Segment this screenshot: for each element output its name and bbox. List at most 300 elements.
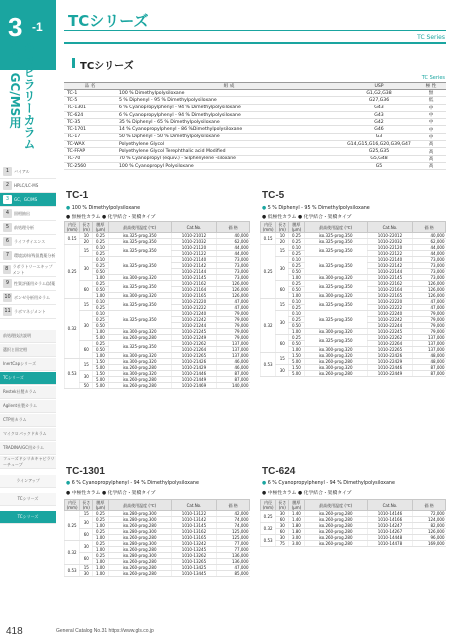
chapter-nav-item[interactable] [0,165,56,179]
table-cell: 1010-22449 [367,371,413,377]
table-cell: 0.50 [289,341,304,347]
table-cell: iso.260-prog.280 [108,335,171,341]
product-header: 最高使用温度 (℃) [304,222,367,233]
sub-nav-item[interactable]: 選択と固定相 [0,344,56,357]
table-cell: 1.00 [93,559,108,565]
rail-bottom-item[interactable]: ラインアップ [0,475,56,488]
table-cell: iso.325-prog.350 [108,281,171,293]
table-cell: 44,000 [413,251,446,257]
chapter-nav-item[interactable] [0,221,56,235]
table-cell: iso.300-prog.320 [304,347,367,353]
table-cell: G5,G48 [342,155,416,162]
table-cell: 100 % Cyanopropyl Polysiloxane [116,162,342,169]
table-cell: 137,000 [413,341,446,347]
chapter-vertical-col-2: キャピラリーカラム [22,42,36,150]
table-cell: 低 [416,97,446,104]
table-cell: iso.260-prog.280 [304,535,367,541]
chapter-nav-label: ライフサイエンス [14,238,46,244]
table-cell: 1010-14166 [367,517,413,523]
table-cell: 70 % Cyanopropyl (equiv.) - Silphenylene -siloxane [116,155,342,162]
table-cell: 1.00 [289,347,304,353]
table-cell: G43 [342,104,416,111]
table-cell: 0.25 [261,511,276,523]
table-cell: 0.25 [93,281,108,287]
table-cell: 60 [276,529,289,535]
table-cell: 1010-21012 [171,233,217,239]
table-cell: 73,000 [413,269,446,275]
table-cell: 15 [80,565,93,571]
table-cell: 1010-22164 [367,287,413,293]
table-cell: 0.53 [65,359,80,389]
table-cell: 77,000 [217,547,250,553]
table-cell: G46 [342,126,416,133]
table-cell: 1010-21240 [171,311,217,317]
table-cell: 79,000 [413,329,446,335]
table-cell: 1010-21265 [171,353,217,359]
table-cell: 73,000 [217,263,250,269]
table-cell: 1010-22140 [367,257,413,263]
table-cell: 0.50 [289,287,304,293]
table-row [64,141,446,148]
product-desc1-tc-1: ● 100 % Dimethylpolysiloxane [66,206,141,211]
table-cell: 0.32 [65,541,80,565]
section-marker [72,58,75,68]
table-cell: 30 [276,535,289,541]
table-cell: 1010-22264 [367,341,413,347]
table-cell: iso.325-prog.350 [304,281,367,293]
table-row [64,97,446,104]
sub-nav-item[interactable]: マイクロパックドカラム [0,428,56,441]
table-row [64,111,446,118]
table-cell: iso.260-prog.280 [108,559,171,565]
table-cell: 85,000 [217,571,250,577]
rail-bottom-item[interactable]: TCシリーズ [0,511,56,524]
table-cell: iso.260-prog.280 [108,535,171,541]
composition-header: 品 名 [64,83,116,90]
product-title-tc-1301: TC-1301 [66,466,105,477]
table-cell: iso.260-prog.280 [304,371,367,377]
table-cell: 1010-13122 [171,511,217,517]
table-cell: 0.50 [289,323,304,329]
table-cell: 0.25 [289,305,304,311]
product-title-tc-1: TC-1 [66,190,89,201]
table-cell: 1.50 [289,353,304,359]
sub-nav-item[interactable]: InertCapシリーズ [0,358,56,371]
table-cell: 0.50 [289,269,304,275]
table-cell: 1010-21245 [171,329,217,335]
table-cell: 1010-22144 [367,269,413,275]
chapter-nav-label: 前処理分析 [14,224,34,230]
table-cell: iso.300-prog.320 [304,353,367,359]
table-cell: 30 [80,571,93,577]
composition-header: USP [342,83,416,90]
table-cell: 73,000 [413,275,446,281]
table-cell: 1010-22240 [367,311,413,317]
table-cell: 高 [416,155,446,162]
table-cell: 中 [416,126,446,133]
table-cell: 1.80 [289,523,304,529]
chapter-nav-item[interactable] [0,305,56,319]
table-cell: 0.32 [261,299,276,353]
table-cell: 0.25 [93,239,108,245]
table-cell: 中 [416,133,446,140]
table-cell: iso.260-prog.280 [108,377,171,383]
table-cell: 1010-14478 [367,541,413,547]
table-cell: 1.00 [93,571,108,577]
table-cell: 5.00 [93,335,108,341]
table-cell: 79,000 [217,323,250,329]
table-row [65,383,250,389]
table-cell: 5.00 [93,365,108,371]
table-cell: 82,000 [413,523,446,529]
table-cell: iso.260-prog.280 [108,383,171,389]
table-cell: 79,000 [413,317,446,323]
table-row [64,133,446,140]
chapter-nav-item[interactable] [0,291,56,305]
chapter-nav-label: ラボマネジメント [14,308,46,314]
table-cell: 48,000 [413,359,446,365]
table-cell: iso.280-prog.300 [108,541,171,547]
table-cell: 1010-13142 [171,517,217,523]
table-cell: Polyethylene Glycol Terephthalic acid Modified [116,148,342,155]
table-cell: 0.10 [93,245,108,251]
product-header: 長さ(m) [276,500,289,511]
table-cell: 0.25 [93,517,108,523]
chapter-nav-number: 4 [3,209,12,218]
table-cell: 1010-13262 [171,553,217,559]
table-cell: 0.25 [289,335,304,341]
chapter-nav-item[interactable] [0,193,56,207]
table-cell: 1.00 [93,329,108,335]
table-cell: 1010-21249 [171,335,217,341]
product-table-tc-624 [260,499,446,547]
table-cell: 中 [416,111,446,118]
table-cell: iso.260-prog.280 [108,547,171,553]
table-cell: 1010-21122 [171,251,217,257]
table-cell: 140,000 [217,383,250,389]
table-cell: 126,000 [413,287,446,293]
table-cell: 1010-22245 [367,329,413,335]
table-cell: 1010-13145 [171,523,217,529]
table-cell: 10 [80,233,93,239]
table-cell: iso.260-prog.280 [304,529,367,535]
table-cell: G5 [342,162,416,169]
table-cell: G14,G15,G16,G20,G39,G47 [342,141,416,148]
table-cell: G25,G35 [342,148,416,155]
table-cell: TC-5 [64,97,116,104]
sub-nav-item[interactable]: フューズドシリカキャピラリーチューブ [0,456,56,469]
product-title-tc-624: TC-624 [262,466,296,477]
table-cell: 1.00 [289,329,304,335]
table-cell: 96,000 [413,535,446,541]
table-row [64,126,446,133]
table-cell: 1010-21144 [171,269,217,275]
table-row [65,571,250,577]
product-desc1-tc-1301: ● 6 % Cyanopropylphenyl - 94 % Dimethylpolysiloxane [66,481,199,486]
table-cell: 40,000 [413,233,446,239]
product-desc2-tc-5: ● 低極性カラム ● 化学結合・架橋タイプ [262,215,352,220]
table-cell: 1010-22242 [367,317,413,323]
table-cell: 50 % Diphenyl - 50 % Dimethylpolysiloxane [116,133,342,140]
chapter-nav-item[interactable] [0,235,56,249]
chapter-nav-label: ボンゼ分析用カラム [14,294,50,300]
sub-nav-item[interactable]: Agilent社製カラム [0,400,56,413]
table-cell: 1010-22142 [367,263,413,269]
chapter-nav-label: ラボラトリーエキップメント [12,263,53,275]
table-row [64,119,446,126]
table-cell: 3.00 [289,541,304,547]
table-cell: 1010-21120 [171,245,217,251]
table-cell: 44,000 [217,245,250,251]
table-cell: 5.00 [289,359,304,365]
page-number: 418 [6,626,23,637]
table-cell: 73,000 [217,275,250,281]
table-cell: 1010-22165 [367,293,413,299]
table-cell: 126,000 [217,287,250,293]
table-cell: 5.00 [289,371,304,377]
table-cell: 40,000 [217,233,250,239]
chapter-nav-label: 性質評価用カラム/試薬 [14,280,56,286]
table-cell: TC-1301 [64,104,116,111]
chapter-rail [0,0,56,644]
table-cell: 1.40 [289,517,304,523]
table-cell: TC-35 [64,119,116,126]
table-cell: 30 [80,541,93,553]
table-cell: iso.280-prog.300 [108,529,171,535]
product-header: 価 格 [217,500,250,511]
table-cell: G27,G36 [342,97,416,104]
chapter-nav-item[interactable] [0,249,56,263]
table-cell: 62,000 [217,239,250,245]
table-cell: 5.00 [93,377,108,383]
table-cell: iso.260-prog.280 [304,523,367,529]
table-cell: 0.25 [289,281,304,287]
table-cell: 1.50 [93,359,108,365]
table-cell: 無 [416,90,446,97]
table-cell: 高 [416,148,446,155]
rail-bottom-item[interactable]: TCシリーズ [0,493,56,506]
table-cell: 0.25 [289,239,304,245]
table-cell: 60 [276,517,289,523]
table-cell: 20 [276,239,289,245]
table-cell: 1010-22244 [367,323,413,329]
table-cell: 124,000 [413,517,446,523]
table-cell: 125,000 [217,535,250,541]
rail-bottom-nav [0,475,56,529]
table-cell: iso.325-prog.350 [304,233,367,239]
table-cell: iso.280-prog.300 [108,511,171,517]
table-cell: 15 [80,359,93,371]
table-cell: 0.25 [289,263,304,269]
table-cell: 73,000 [413,263,446,269]
table-cell: 1.00 [93,275,108,281]
table-cell: iso.260-prog.280 [304,541,367,547]
sub-nav-item[interactable]: Restek社製カラム [0,386,56,399]
section-title: TCシリーズ [80,61,134,72]
table-cell: iso.300-prog.320 [108,371,171,377]
table-cell: iso.300-prog.320 [304,329,367,335]
table-cell: 1010-21469 [171,383,217,389]
table-cell: 1010-13425 [171,565,217,571]
table-cell: 1010-13165 [171,535,217,541]
table-cell: 79,000 [413,323,446,329]
table-cell: 0.25 [93,511,108,517]
table-cell: iso.325-prog.350 [304,257,367,275]
chapter-nav-number: 10 [4,294,11,300]
sub-nav-item[interactable]: CTP用カラム [0,414,56,427]
table-cell: iso.260-prog.280 [108,565,171,571]
table-cell: 87,000 [413,371,446,377]
table-cell: 30 [276,523,289,529]
table-cell: 1010-21242 [171,317,217,323]
table-cell: 87,000 [413,365,446,371]
product-table-tc-5 [260,221,446,377]
chapter-nav-label: HPLC/LC-MS [14,183,39,188]
table-cell: 0.25 [65,245,80,299]
table-cell: 0.10 [289,245,304,251]
table-cell: 0.53 [65,565,80,577]
table-cell: 35 % Diphenyl - 65 % Dimethylpolysiloxane [116,119,342,126]
table-cell: 30 [80,371,93,383]
chapter-nav-number: 3 [3,195,12,204]
table-cell: 137,000 [413,347,446,353]
table-cell: 60 [80,553,93,565]
table-cell: 1010-21264 [171,347,217,353]
table-cell: iso.260-prog.280 [304,511,367,517]
table-cell: 74,000 [217,517,250,523]
chapter-nav-item[interactable] [0,179,56,193]
sub-nav-item[interactable]: 前処理技法説明 [0,330,56,343]
table-cell: 137,000 [413,335,446,341]
chapter-nav-item[interactable] [0,207,56,221]
product-desc1-tc-624: ● 6 % Cyanopropylphenyl - 94 % Dimethylpolysiloxane [262,481,395,486]
table-cell: TC-1 [64,90,116,97]
table-cell: 1010-22032 [367,239,413,245]
product-desc2-tc-624: ● 中極性カラム ● 化学結合・架橋タイプ [262,491,352,496]
table-cell: 0.25 [289,251,304,257]
table-cell: 1010-21220 [171,299,217,305]
table-cell: TC-70 [64,155,116,162]
table-cell: 1.00 [93,565,108,571]
table-cell: 0.25 [261,245,276,299]
table-cell: 15 [80,511,93,517]
table-cell: 73,000 [217,257,250,263]
chapter-nav-number: 1 [3,167,12,176]
table-cell: 30 [80,311,93,341]
table-cell: 75 [276,541,289,547]
table-cell: G42 [342,119,416,126]
table-cell: 47,000 [217,565,250,571]
table-cell: 46,000 [217,365,250,371]
table-cell: iso.300-prog.320 [304,275,367,281]
product-header: 価 格 [217,222,250,233]
table-cell: iso.260-prog.280 [108,571,171,577]
product-header: 内径(mm) [261,222,276,233]
chapter-nav-item[interactable] [0,263,56,277]
table-row [64,90,446,97]
table-cell: 0.10 [93,311,108,317]
table-cell: G1,G2,G38 [342,90,416,97]
table-cell: TC-2560 [64,162,116,169]
product-header: Cat.No. [367,222,413,233]
chapter-vertical-col-1: GC、GC/MS用 [8,42,22,129]
table-cell: 15 [276,353,289,365]
table-cell: 42,000 [217,511,250,517]
product-desc1-tc-5: ● 5 % Diphenyl - 95 % Dimethylpolysiloxane [262,206,370,211]
table-cell: 50 [80,383,93,389]
table-cell: 6 % Cyanopropylphenyl - 94 % Dimethylpolysiloxane [116,104,342,111]
table-cell: 1010-21140 [171,257,217,263]
chapter-nav [0,165,56,469]
table-cell: 0.50 [93,287,108,293]
table-cell: 44,000 [413,245,446,251]
table-cell: iso.260-prog.280 [108,523,171,529]
table-cell: 74,000 [217,523,250,529]
table-cell: 1010-13245 [171,547,217,553]
table-cell: 47,000 [217,299,250,305]
sub-nav-item[interactable]: TRADINA/GC用カラム [0,442,56,455]
product-header: 最高使用温度 (℃) [108,500,171,511]
table-cell: 1010-22429 [367,359,413,365]
table-cell: iso.325-prog.350 [304,299,367,311]
table-cell: 1010-21162 [171,281,217,287]
table-cell: iso.325-prog.350 [108,257,171,275]
table-cell: 60 [80,341,93,359]
table-cell: 79,000 [217,317,250,323]
table-cell: 0.25 [93,317,108,323]
table-cell: 60 [276,335,289,353]
table-cell: 1010-21446 [171,371,217,377]
table-cell: 1010-21145 [171,275,217,281]
table-cell: 14 % Cyanopropylphenyl - 86 %Dimethylpolysiloxane [116,126,342,133]
table-cell: 73,000 [413,257,446,263]
table-cell: 5.00 [93,383,108,389]
table-cell: iso.325-prog.350 [108,239,171,245]
table-cell: 126,000 [217,293,250,299]
table-row [261,371,446,377]
table-row [64,162,446,169]
product-header: 長さ(m) [80,222,93,233]
table-cell: 0.25 [93,305,108,311]
table-cell: Polyethylene Glycol [116,141,342,148]
chapter-nav-item[interactable] [0,277,56,291]
table-cell: iso.325-prog.350 [304,239,367,245]
table-cell: iso.300-prog.320 [108,293,171,299]
table-cell: 中 [416,104,446,111]
table-cell: 87,000 [217,371,250,377]
table-cell: iso.325-prog.350 [304,311,367,329]
table-cell: iso.325-prog.350 [108,245,171,257]
product-header: Cat.No. [171,222,217,233]
sub-nav-item[interactable]: TCシリーズ [0,372,56,385]
table-cell: 1010-21032 [171,239,217,245]
table-cell: 1010-13162 [171,529,217,535]
table-cell: 1.00 [93,547,108,553]
table-cell: 1010-21262 [171,341,217,347]
table-cell: 79,000 [217,329,250,335]
table-cell: 79,000 [413,311,446,317]
table-cell: 1010-21429 [171,365,217,371]
table-cell: 1.00 [93,353,108,359]
table-cell: 0.10 [289,299,304,305]
table-cell: 1010-14247 [367,523,413,529]
chapter-nav-label: 環境試料/残留農薬分析 [14,252,56,258]
chapter-nav-label: 固相抽出 [14,210,30,216]
table-cell: 126,000 [413,529,446,535]
table-cell: iso.325-prog.350 [108,299,171,311]
table-cell: 1010-22120 [367,245,413,251]
table-cell: 0.25 [93,529,108,535]
